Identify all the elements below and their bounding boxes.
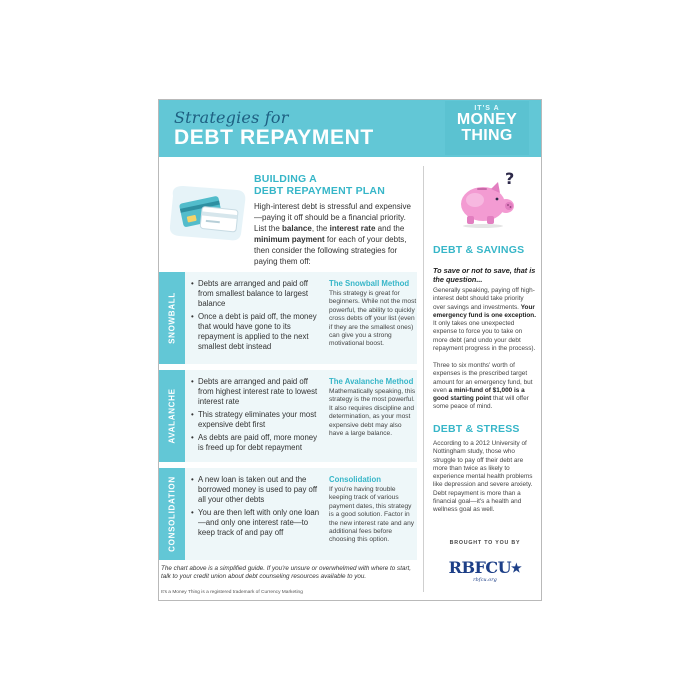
strategy-tab [159, 272, 185, 364]
column-divider [423, 166, 424, 592]
strategy-bullets [191, 475, 323, 541]
plan-heading [254, 173, 385, 197]
bullet-item: • You are then left with only one loan—and only one interest rate—to keep track of and pay off [191, 508, 323, 538]
rbfcu-logo [433, 554, 537, 594]
credit-card-icon [167, 182, 249, 244]
bullet-item: • A new loan is taken out and the borrowed money is used to pay off all your other debts [191, 475, 323, 505]
strategy-tab-label: AVALANCHE [167, 388, 177, 444]
strategy-desc-title: The Snowball Method [329, 279, 410, 288]
strategy-bullets [191, 279, 323, 355]
strategy-description [329, 475, 417, 545]
plan-intro [254, 201, 414, 267]
brand-money: MONEY [456, 111, 518, 128]
strategy-desc-body: Mathematically speaking, this strategy is the most powerful. It also requires discipline and determination, as your most expensive debt may also have a large balance. [329, 388, 416, 438]
brand-thing: THING [461, 127, 513, 144]
savings-heading: DEBT & SAVINGS [433, 244, 525, 256]
bullet-item: • Once a debt is paid off, the money that would have gone to its repayment is applied to the next smallest debt instead [191, 312, 323, 352]
intro-text-e: for each of your debts, then consider the following strategies for paying them off: [254, 235, 407, 266]
strategy-desc-body: This strategy is great for beginners. While not the most powerful, the ability to quickly cross debts off your list (even if they are the smallest ones) can give you a strong motivational boost. [329, 290, 417, 348]
rbfcu-url: rbfcu.org [473, 577, 497, 583]
strategy-tab [159, 468, 185, 560]
strategy-avalanche [159, 370, 417, 462]
header-banner [159, 100, 541, 157]
plan-heading-line2: DEBT REPAYMENT PLAN [254, 185, 385, 197]
footnote: The chart above is a simplified guide. If you're unsure or overwhelmed with where to start, talk to your credit union about debt counseling resources available to you. [161, 565, 412, 580]
strategy-desc-body: If you're having trouble keeping track of various payment dates, this strategy is a good solution. Factor in the new interest rate and any additional fees before choosing this option. [329, 486, 415, 544]
piggy-bank-icon [451, 164, 523, 230]
intro-bold-interest: interest rate [329, 224, 376, 233]
title-strategies-for: Strategies for [174, 108, 289, 127]
savings-p2-text-end: that will offer some peace of mind. [433, 395, 529, 411]
brought-to-you-by: BROUGHT TO YOU BY [449, 540, 521, 546]
trademark-notice: It's a Money Thing is a registered trademark of Currency Marketing [161, 590, 303, 595]
intro-bold-payment: minimum payment [254, 235, 325, 244]
star-icon: ★ [511, 561, 522, 575]
strategy-tab-label: CONSOLIDATION [167, 476, 177, 552]
bullet-item: • This strategy eliminates your most expensive debt first [191, 410, 323, 430]
intro-text-a: High-interest debt is stressful and expensive—paying it off should be a financial priority. List the [254, 202, 411, 233]
stress-paragraph: According to a 2012 University of Nottingham study, those who struggle to pay off their debt are more than twice as likely to experience mental health problems like depression and severe anxiety. Debt repayment is more than a financial goal—it's a health and wellness goal as well. [433, 440, 533, 514]
savings-paragraph-1 [433, 287, 537, 353]
strategy-consolidation [159, 468, 417, 560]
savings-paragraph-2 [433, 362, 537, 412]
strategy-bullets [191, 377, 323, 456]
rbfcu-logo-text [433, 559, 537, 577]
intro-text-d: and the [375, 224, 405, 233]
intro-bold-balance: balance [282, 224, 312, 233]
bullet-item: • As debts are paid off, more money is freed up for debt repayment [191, 433, 323, 453]
savings-question: To save or not to save, that is the question... [433, 266, 536, 284]
bullet-item: • Debts are arranged and paid off from highest interest rate to lowest interest rate [191, 377, 323, 407]
savings-p2-text: Three to six months' worth of expenses is the prescribed target amount for an emergency fund, but even [433, 362, 533, 394]
brand-its-a: IT'S A [474, 105, 500, 112]
strategy-snowball [159, 272, 417, 364]
strategy-desc-title: Consolidation [329, 475, 381, 484]
rbfcu-name: RBFCU [448, 558, 512, 577]
intro-text-c: , the [311, 224, 330, 233]
strategy-tab-label: SNOWBALL [167, 292, 177, 344]
savings-p1-bold: Your emergency fund is one exception. [433, 303, 536, 319]
plan-heading-line1: BUILDING A [254, 173, 317, 185]
strategy-desc-title: The Avalanche Method [329, 377, 414, 386]
savings-p1-text-end: It only takes one unexpected expense to force you to take on more debt (and undo your debt repayment progress in the process). [433, 320, 536, 353]
title-debt-repayment: DEBT REPAYMENT [174, 126, 374, 149]
flyer-page [158, 99, 542, 601]
strategy-description [329, 279, 417, 349]
savings-p1-text: Generally speaking, paying off high-interest debt should take priority over savings and investments. [433, 287, 535, 311]
strategy-tab [159, 370, 185, 462]
savings-p2-bold: a mini-fund of $1,000 is a good starting point [433, 386, 525, 403]
svg-text:?: ? [505, 169, 515, 188]
stress-heading: DEBT & STRESS [433, 423, 520, 435]
money-thing-logo [445, 101, 529, 155]
bullet-item: • Debts are arranged and paid off from smallest balance to largest balance [191, 279, 323, 309]
strategy-description [329, 377, 417, 438]
